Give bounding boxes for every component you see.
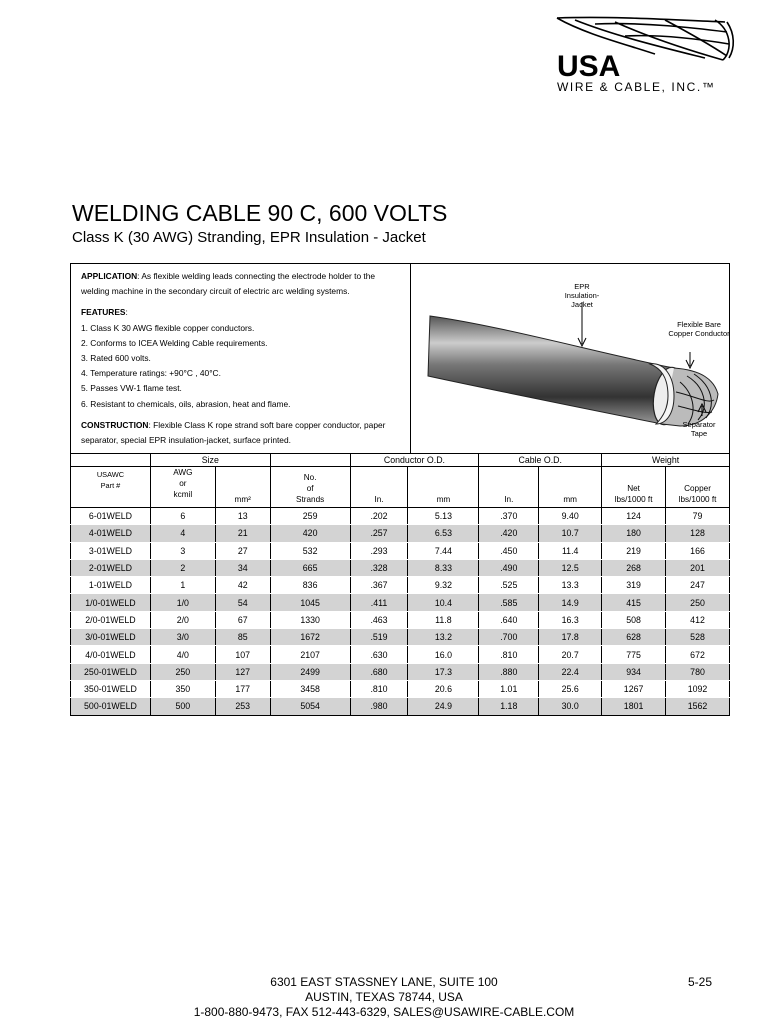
table-cell: 508 <box>602 611 666 628</box>
table-cell: 1801 <box>602 698 666 715</box>
table-cell: 16.0 <box>408 646 479 663</box>
table-cell: 3/0 <box>150 629 215 646</box>
header-awg: AWG or kcmil <box>150 467 215 508</box>
table-cell: 415 <box>602 594 666 611</box>
table-cell: 250-01WELD <box>71 663 151 680</box>
table-cell: 1672 <box>270 629 350 646</box>
table-cell: 319 <box>602 577 666 594</box>
table-cell: .370 <box>479 508 539 525</box>
table-cell: 11.8 <box>408 611 479 628</box>
table-cell: 17.8 <box>539 629 602 646</box>
company-logo <box>555 14 735 98</box>
feature-item: 6. Resistant to chemicals, oils, abrasion, heat and flame. <box>81 398 291 409</box>
table-cell: .202 <box>350 508 408 525</box>
table-row <box>71 525 730 542</box>
table-cell: .980 <box>350 698 408 715</box>
table-cell: 6 <box>150 508 215 525</box>
table-cell: 1-01WELD <box>71 577 151 594</box>
table-cell: 780 <box>666 663 730 680</box>
table-cell: 775 <box>602 646 666 663</box>
table-cell: 22.4 <box>539 663 602 680</box>
table-cell: 128 <box>666 525 730 542</box>
table-cell: 934 <box>602 663 666 680</box>
table-cell: 350 <box>150 680 215 697</box>
table-cell: .525 <box>479 577 539 594</box>
feature-item: 3. Rated 600 volts. <box>81 353 151 364</box>
logo-usa-text: USA <box>557 50 621 83</box>
table-cell: .328 <box>350 559 408 576</box>
table-cell: 85 <box>215 629 270 646</box>
table-cell: 11.4 <box>539 542 602 559</box>
table-cell: 250 <box>150 663 215 680</box>
table-cell: 6-01WELD <box>71 508 151 525</box>
header-cable-mm: mm <box>539 467 602 508</box>
table-cell: .450 <box>479 542 539 559</box>
header-cable-in: In. <box>479 467 539 508</box>
table-cell: 54 <box>215 594 270 611</box>
table-row <box>71 559 730 576</box>
table-row <box>71 508 730 525</box>
table-cell: 13.2 <box>408 629 479 646</box>
label-separator-tape: Separator Tape <box>682 420 716 438</box>
table-cell: 250 <box>666 594 730 611</box>
table-cell: 350-01WELD <box>71 680 151 697</box>
table-cell: 528 <box>666 629 730 646</box>
table-cell: 412 <box>666 611 730 628</box>
table-cell: 1092 <box>666 680 730 697</box>
table-cell: .519 <box>350 629 408 646</box>
table-cell: 67 <box>215 611 270 628</box>
table-cell: 201 <box>666 559 730 576</box>
table-cell: .257 <box>350 525 408 542</box>
table-cell: 14.9 <box>539 594 602 611</box>
feature-item: 5. Passes VW-1 flame test. <box>81 383 182 394</box>
table-row <box>71 594 730 611</box>
table-cell: .411 <box>350 594 408 611</box>
header-copper-weight: Copper lbs/1000 ft <box>666 467 730 508</box>
header-part: USAWC Part # <box>71 467 151 508</box>
page-number: 5-25 <box>688 975 713 989</box>
application-paragraph <box>81 269 400 299</box>
table-cell: .700 <box>479 629 539 646</box>
table-cell: 2/0 <box>150 611 215 628</box>
page-subtitle: Class K (30 AWG) Stranding, EPR Insulation - Jacket <box>72 229 426 246</box>
table-cell: 177 <box>215 680 270 697</box>
table-cell: 1267 <box>602 680 666 697</box>
table-row <box>71 663 730 680</box>
label-epr-jacket: EPR Insulation- Jacket <box>564 282 600 309</box>
table-cell: 10.4 <box>408 594 479 611</box>
feature-item: 4. Temperature ratings: +90°C , 40°C. <box>81 368 221 379</box>
table-cell: 2499 <box>270 663 350 680</box>
features-colon: : <box>125 307 128 318</box>
table-cell: 1330 <box>270 611 350 628</box>
header-size: Size <box>150 454 270 467</box>
footer-address <box>0 975 768 1020</box>
table-cell: 253 <box>215 698 270 715</box>
table-cell: 1.01 <box>479 680 539 697</box>
header-net-weight: Net lbs/1000 ft <box>602 467 666 508</box>
table-cell: .490 <box>479 559 539 576</box>
table-cell: 219 <box>602 542 666 559</box>
table-row <box>71 680 730 697</box>
table-cell: 500 <box>150 698 215 715</box>
table-body <box>71 508 730 716</box>
table-cell: 12.5 <box>539 559 602 576</box>
table-cell: 1562 <box>666 698 730 715</box>
table-cell: 13.3 <box>539 577 602 594</box>
table-cell: 2 <box>150 559 215 576</box>
table-cell: 1045 <box>270 594 350 611</box>
table-cell: 21 <box>215 525 270 542</box>
table-cell: 107 <box>215 646 270 663</box>
table-cell: 2/0-01WELD <box>71 611 151 628</box>
table-cell: 10.7 <box>539 525 602 542</box>
table-cell: 127 <box>215 663 270 680</box>
table-cell: .585 <box>479 594 539 611</box>
table-cell: 3 <box>150 542 215 559</box>
table-cell: 5.13 <box>408 508 479 525</box>
table-cell: 247 <box>666 577 730 594</box>
features-label: FEATURES <box>81 307 126 318</box>
table-cell: .880 <box>479 663 539 680</box>
table-cell: 42 <box>215 577 270 594</box>
table-cell: .463 <box>350 611 408 628</box>
table-cell: 420 <box>270 525 350 542</box>
table-cell: 4 <box>150 525 215 542</box>
table-row <box>71 542 730 559</box>
table-cell: 4/0 <box>150 646 215 663</box>
table-cell: 4/0-01WELD <box>71 646 151 663</box>
logo-subtitle: WIRE & CABLE, INC.™ <box>557 80 716 94</box>
header-cable-od: Cable O.D. <box>479 454 602 467</box>
application-label: APPLICATION <box>81 271 138 281</box>
footer-contact: 1-800-880-9473, FAX 512-443-6329, SALES@USAWIRE-CABLE.COM <box>193 1005 575 1019</box>
table-row <box>71 577 730 594</box>
header-strands: No. of Strands <box>270 467 350 508</box>
construction-label: CONSTRUCTION <box>81 419 149 430</box>
table-cell: 20.6 <box>408 680 479 697</box>
table-cell: 1 <box>150 577 215 594</box>
table-cell: 180 <box>602 525 666 542</box>
table-cell: 9.40 <box>539 508 602 525</box>
table-cell: 1/0-01WELD <box>71 594 151 611</box>
table-cell: 24.9 <box>408 698 479 715</box>
table-row <box>71 646 730 663</box>
table-cell: 166 <box>666 542 730 559</box>
table-row <box>71 611 730 628</box>
table-cell: 1/0 <box>150 594 215 611</box>
table-cell: 30.0 <box>539 698 602 715</box>
table-cell: 7.44 <box>408 542 479 559</box>
header-conductor-mm: mm <box>408 467 479 508</box>
table-cell: 268 <box>602 559 666 576</box>
table-cell: 2-01WELD <box>71 559 151 576</box>
table-cell: 2107 <box>270 646 350 663</box>
footer-line: AUSTIN, TEXAS 78744, USA <box>305 990 463 1004</box>
feature-item: 1. Class K 30 AWG flexible copper conductors. <box>81 322 255 333</box>
table-cell: 500-01WELD <box>71 698 151 715</box>
features-heading <box>81 305 400 320</box>
table-cell: 124 <box>602 508 666 525</box>
table-cell: 25.6 <box>539 680 602 697</box>
table-cell: 672 <box>666 646 730 663</box>
table-cell: 34 <box>215 559 270 576</box>
table-cell: .420 <box>479 525 539 542</box>
table-cell: 6.53 <box>408 525 479 542</box>
construction-paragraph <box>81 418 400 448</box>
table-cell: 665 <box>270 559 350 576</box>
page-title: WELDING CABLE 90 C, 600 VOLTS <box>72 200 448 226</box>
table-cell: .630 <box>350 646 408 663</box>
header-conductor-od: Conductor O.D. <box>350 454 479 467</box>
table-cell: .810 <box>479 646 539 663</box>
table-cell: .293 <box>350 542 408 559</box>
table-cell: 5054 <box>270 698 350 715</box>
table-cell: 13 <box>215 508 270 525</box>
table-cell: 16.3 <box>539 611 602 628</box>
table-cell: 532 <box>270 542 350 559</box>
table-cell: 17.3 <box>408 663 479 680</box>
table-row <box>71 698 730 715</box>
header-conductor-in: In. <box>350 467 408 508</box>
table-cell: 836 <box>270 577 350 594</box>
table-cell: 3-01WELD <box>71 542 151 559</box>
table-cell: 4-01WELD <box>71 525 151 542</box>
info-box <box>70 263 730 454</box>
table-cell: 628 <box>602 629 666 646</box>
feature-item: 2. Conforms to ICEA Welding Cable requirements. <box>81 337 268 348</box>
table-cell: 8.33 <box>408 559 479 576</box>
description-column <box>71 264 411 454</box>
table-cell: .640 <box>479 611 539 628</box>
header-weight: Weight <box>602 454 730 467</box>
table-cell: 79 <box>666 508 730 525</box>
header-blank <box>71 454 151 467</box>
table-row <box>71 629 730 646</box>
table-cell: 27 <box>215 542 270 559</box>
cable-illustration <box>412 264 730 454</box>
header-mm2: mm² <box>215 467 270 508</box>
table-header <box>71 454 730 508</box>
table-cell: 20.7 <box>539 646 602 663</box>
table-cell: 3/0-01WELD <box>71 629 151 646</box>
table-cell: 259 <box>270 508 350 525</box>
header-blank <box>270 454 350 467</box>
table-cell: .680 <box>350 663 408 680</box>
label-copper-conductor: Flexible Bare Copper Conductor <box>668 320 730 338</box>
spec-table <box>70 453 730 716</box>
table-cell: .810 <box>350 680 408 697</box>
construction-text: : Flexible Class K rope strand soft bare copper conductor, paper separator, special EPR insulation-jacket, surface printed. <box>81 419 386 446</box>
application-text: : As flexible welding leads connecting the electrode holder to the welding machine in the secondary circuit of electric arc welding systems. <box>81 271 376 297</box>
footer-line: 6301 EAST STASSNEY LANE, SUITE 100 <box>270 975 498 989</box>
table-cell: .367 <box>350 577 408 594</box>
table-cell: 3458 <box>270 680 350 697</box>
table-cell: 1.18 <box>479 698 539 715</box>
table-cell: 9.32 <box>408 577 479 594</box>
